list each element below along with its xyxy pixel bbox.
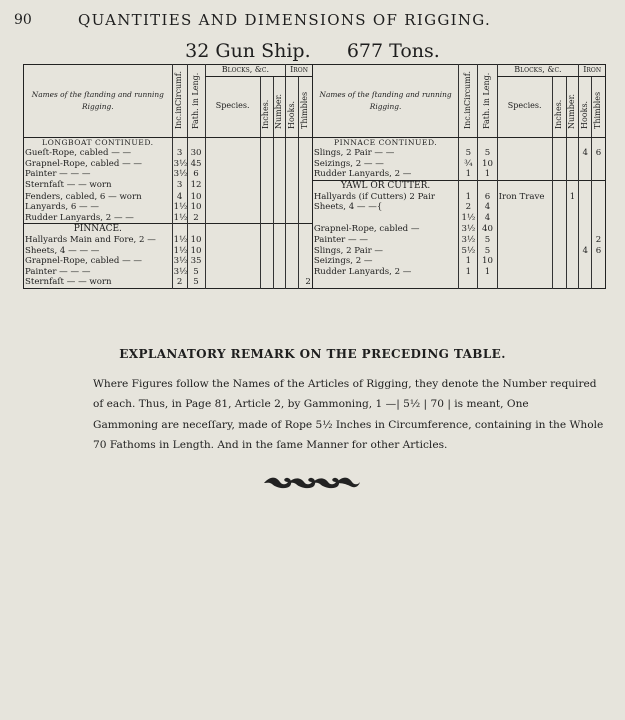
table-row (24, 213, 606, 224)
rigging-species-cell (205, 180, 260, 191)
number-col-header-text: Number. (274, 93, 284, 129)
rigging-species-cell (497, 267, 552, 278)
rigging-species-cell (205, 137, 260, 148)
rigging-fath-cell: 5 (478, 246, 497, 257)
rigging-name-cell (312, 277, 459, 288)
table-row (24, 246, 606, 257)
rigging-hooks-cell (286, 277, 299, 288)
rigging-name-cell: PINNACE. (24, 224, 173, 235)
table-row (24, 267, 606, 278)
rigging-name-cell: Sheets, 4 — —{ (312, 202, 459, 213)
rigging-species-cell (205, 246, 260, 257)
rigging-number-cell (566, 235, 579, 246)
rigging-name-cell: Painter — — — (25, 266, 91, 277)
rigging-circ-cell: 1½ (173, 234, 188, 245)
ornament-divider-icon (262, 474, 362, 490)
rigging-species-cell (205, 235, 260, 246)
thimbles-col-header-right-text: Thimbles (593, 91, 603, 129)
rigging-number-cell (566, 267, 579, 278)
rigging-thimbles-cell (299, 224, 313, 235)
rigging-thimbles-cell: 6 (592, 148, 606, 159)
rigging-species-cell (497, 169, 552, 180)
rigging-fath-cell: 40 (478, 224, 497, 235)
rigging-hooks-cell: 4 (579, 246, 592, 257)
running-title: QUANTITIES AND DIMENSIONS OF RIGGING. (78, 11, 492, 29)
rigging-hooks-cell (286, 213, 299, 224)
rigging-thimbles-cell (299, 256, 313, 267)
rigging-thimbles-cell (592, 224, 606, 235)
rigging-circ-cell: 3½ (173, 158, 188, 169)
table-row (24, 159, 606, 170)
rigging-name-cell: Grapnel-Rope, cabled — (312, 224, 459, 235)
page-number: 90 (14, 12, 32, 28)
rigging-thimbles-cell (592, 267, 606, 278)
inches-col-header-text: Inches. (261, 99, 271, 129)
rigging-fath-cell: 4 (478, 202, 497, 213)
rigging-thimbles-cell (592, 192, 606, 203)
rigging-circ-cell: 3½ (173, 266, 188, 277)
rigging-thimbles-cell (299, 213, 313, 224)
rigging-circ-cell: 5½ (459, 246, 478, 257)
rigging-name-cell: Hallyards (if Cutters) 2 Pair (312, 192, 459, 203)
rigging-circ-cell: 3 (172, 148, 187, 159)
rigging-inches-cell (260, 180, 273, 191)
table-row (24, 148, 606, 159)
rigging-hooks-cell (579, 192, 592, 203)
rigging-inches-cell (260, 159, 273, 170)
rigging-hooks-cell (286, 267, 299, 278)
rigging-circ-cell (459, 180, 478, 191)
rigging-thimbles-cell (592, 159, 606, 170)
rigging-species-cell (497, 224, 552, 235)
rigging-number-cell (273, 224, 286, 235)
rigging-fath-cell: 6 (478, 192, 497, 203)
rigging-number-cell (273, 159, 286, 170)
rigging-thimbles-cell (592, 202, 606, 213)
rigging-inches-cell (552, 256, 566, 267)
rigging-table (23, 64, 606, 289)
rigging-species-cell (497, 277, 552, 288)
rigging-fath-cell: 10 (478, 256, 497, 267)
rigging-number-cell (566, 148, 579, 159)
rigging-name-cell: PINNACE CONTINUED. (312, 137, 459, 148)
circ-col-header-text: Inc.inCircumf. (174, 70, 184, 129)
rigging-number-cell (273, 137, 286, 148)
rigging-name-cell: Sternfaſt — — worn (25, 277, 112, 288)
rigging-inches-cell (260, 202, 273, 213)
rigging-inches-cell (260, 213, 273, 224)
table-header-row-1 (24, 65, 606, 77)
rigging-species-cell (205, 148, 260, 159)
rigging-number-cell (566, 159, 579, 170)
thimbles-col-header (299, 76, 313, 137)
rigging-inches-cell (552, 169, 566, 180)
rigging-circ-cell: 1½ (173, 202, 188, 213)
rigging-thimbles-cell (299, 192, 313, 203)
rigging-circ-cell (172, 224, 187, 235)
rigging-hooks-cell (286, 192, 299, 203)
rigging-name-cell: Grapnel-Rope, cabled — — (25, 158, 142, 169)
rigging-name-cell: Hallyards Main and Fore, 2 — (25, 234, 156, 245)
rigging-circ-cell: 1½ (459, 213, 478, 224)
rigging-name-cell: Sheets, 4 — — — (25, 245, 100, 256)
rigging-circ-cell: 4 (172, 192, 187, 203)
rigging-circ-cell: 2 (459, 202, 478, 213)
rigging-fath-cell (187, 137, 205, 148)
rigging-species-cell (497, 256, 552, 267)
rigging-species-cell (497, 202, 552, 213)
rigging-hooks-cell (286, 148, 299, 159)
rigging-inches-cell (552, 277, 566, 288)
rigging-thimbles-cell (299, 246, 313, 257)
species-col-header-right: Species. (497, 76, 552, 137)
rigging-inches-cell (552, 267, 566, 278)
rigging-inches-cell (260, 169, 273, 180)
rigging-species-cell (205, 277, 260, 288)
table-row (24, 235, 606, 246)
rigging-name-cell: Painter — — (312, 235, 459, 246)
fath-col-header-right-text: Fath. in Leng. (482, 72, 492, 129)
rigging-thimbles-cell (592, 169, 606, 180)
iron-group-header-right: Iron (579, 65, 606, 77)
rigging-thimbles-cell (592, 277, 606, 288)
number-col-header-right-text: Number. (567, 93, 577, 129)
rigging-hooks-cell (286, 180, 299, 191)
table-row (24, 169, 606, 180)
rigging-inches-cell (260, 246, 273, 257)
rigging-number-cell (566, 277, 579, 288)
rigging-number-cell (273, 267, 286, 278)
rigging-fath-cell: 5 (478, 148, 497, 159)
rigging-name-cell: Rudder Lanyards, 2 — (312, 169, 459, 180)
ship-title: 32 Gun Ship. 677 Tons. (185, 40, 440, 62)
rigging-thimbles-cell: 2 (592, 235, 606, 246)
rigging-name-cell: Painter — — — (25, 169, 91, 180)
table-row (24, 224, 606, 235)
rigging-species-cell (205, 202, 260, 213)
rigging-fath-cell: 10 (187, 246, 205, 257)
rigging-species-cell (205, 224, 260, 235)
rigging-species-cell (497, 148, 552, 159)
rigging-circ-cell (172, 137, 187, 148)
hooks-col-header-right (579, 76, 592, 137)
rigging-hooks-cell (286, 235, 299, 246)
remark-line: 70 Fathoms in Length. And in the ſame Manner for other Articles. (93, 439, 448, 452)
rigging-name-cell: Slings, 2 Pair — (312, 246, 459, 257)
rigging-circ-cell: 5 (459, 148, 478, 159)
rigging-thimbles-cell (299, 169, 313, 180)
rigging-species-cell (497, 246, 552, 257)
rigging-species-cell (497, 180, 552, 191)
inches-col-header-right-text: Inches. (553, 99, 563, 129)
rigging-inches-cell (260, 235, 273, 246)
trailing-mark: 2 (305, 277, 311, 288)
rigging-inches-cell (260, 137, 273, 148)
rigging-hooks-cell (286, 137, 299, 148)
rigging-name-cell: Seizings, 2 — (312, 256, 459, 267)
rigging-fath-cell: 5 (187, 267, 205, 278)
rigging-name-cell: YAWL OR CUTTER. (312, 180, 459, 191)
rigging-number-cell (566, 137, 579, 148)
rigging-circ-cell: 3½ (173, 169, 188, 180)
rigging-species-cell (205, 159, 260, 170)
rigging-thimbles-cell: 6 (592, 246, 606, 257)
rigging-hooks-cell (579, 277, 592, 288)
rigging-fath-cell (478, 180, 497, 191)
rigging-name-cell: Gueſt-Rope, cabled — — (25, 148, 132, 159)
rigging-number-cell (566, 202, 579, 213)
rigging-name-cell: LONGBOAT CONTINUED. (42, 137, 154, 147)
rigging-hooks-cell (579, 256, 592, 267)
rigging-thimbles-cell (592, 256, 606, 267)
rigging-fath-cell: 10 (187, 202, 205, 213)
rigging-species-cell (205, 256, 260, 267)
rigging-species-cell (205, 213, 260, 224)
rigging-thimbles-cell (299, 202, 313, 213)
rigging-inches-cell (260, 277, 273, 288)
remark-line: of each. Thus, in Page 81, Article 2, by Gammoning, 1 —| 5½ | 70 | is meant, One (93, 398, 529, 411)
rigging-thimbles-cell (592, 180, 606, 191)
rigging-fath-cell: 4 (478, 213, 497, 224)
names-col-header: Names of the ſtanding and running Rigging. (24, 65, 173, 138)
rigging-number-cell (273, 246, 286, 257)
rigging-species-cell (205, 169, 260, 180)
rigging-fath-cell: 1 (478, 267, 497, 278)
rigging-species-cell (497, 213, 552, 224)
fath-col-header (187, 65, 205, 138)
rigging-circ-cell: 3½ (173, 256, 188, 267)
rigging-fath-cell: 5 (187, 277, 205, 288)
rigging-hooks-cell (286, 224, 299, 235)
rigging-fath-cell: 10 (478, 159, 497, 170)
rigging-species-cell (497, 235, 552, 246)
hooks-col-header-right-text: Hooks. (579, 100, 589, 129)
rigging-hooks-cell (579, 159, 592, 170)
rigging-name-cell: Slings, 2 Pair — — (312, 148, 459, 159)
rigging-circ-cell: 1 (459, 256, 478, 267)
rigging-circ-cell: 1½ (173, 212, 188, 223)
rigging-hooks-cell (286, 159, 299, 170)
rigging-circ-cell: 3½ (459, 224, 478, 235)
rigging-thimbles-cell (299, 277, 313, 288)
rigging-name-cell: Seizings, 2 — — (312, 159, 459, 170)
rigging-thimbles-cell (592, 213, 606, 224)
table-row (24, 277, 606, 288)
rigging-circ-cell: 3½ (459, 235, 478, 246)
rigging-inches-cell (260, 267, 273, 278)
rigging-inches-cell (552, 159, 566, 170)
species-col-header: Species. (205, 76, 260, 137)
rigging-name-cell (312, 213, 459, 224)
rigging-fath-cell (478, 137, 497, 148)
thimbles-col-header-text: Thimbles (300, 91, 310, 129)
rigging-thimbles-cell (299, 137, 313, 148)
rigging-circ-cell: 2 (172, 277, 187, 288)
rigging-hooks-cell (286, 246, 299, 257)
thimbles-col-header-right (592, 76, 606, 137)
rigging-thimbles-cell (299, 180, 313, 191)
rigging-number-cell (273, 148, 286, 159)
rigging-inches-cell (552, 180, 566, 191)
rigging-fath-cell: 5 (478, 235, 497, 246)
rigging-hooks-cell (286, 169, 299, 180)
rigging-inches-cell (552, 137, 566, 148)
rigging-inches-cell (552, 224, 566, 235)
rigging-number-cell (566, 213, 579, 224)
rigging-name-cell: Rudder Lanyards, 2 — (312, 267, 459, 278)
hooks-col-header-text: Hooks. (286, 100, 296, 129)
rigging-name-cell: Lanyards, 6 — — (25, 202, 99, 213)
rigging-inches-cell (260, 256, 273, 267)
table-row (24, 180, 606, 191)
rigging-species-cell: Iron Trave (497, 192, 552, 203)
remark-line: Gammoning are neceſſary, made of Rope 5½ Inches in Circumference, containing in the Whole (93, 418, 604, 431)
rigging-fath-cell: 35 (187, 256, 205, 267)
rigging-number-cell (273, 277, 286, 288)
rigging-fath-cell: 30 (187, 148, 205, 159)
rigging-number-cell (566, 169, 579, 180)
rigging-circ-cell: ¾ (459, 159, 478, 170)
rigging-number-cell (273, 169, 286, 180)
rigging-number-cell (273, 256, 286, 267)
rigging-name-cell: Sternfaſt — — worn (25, 180, 112, 191)
rigging-inches-cell (552, 235, 566, 246)
blocks-group-header: Blocks, &c. (205, 65, 286, 77)
rigging-thimbles-cell (299, 148, 313, 159)
rigging-circ-cell (459, 137, 478, 148)
rigging-inches-cell (260, 148, 273, 159)
rigging-circ-cell: 1 (459, 169, 478, 180)
rigging-fath-cell: 1 (478, 169, 497, 180)
rigging-name-cell: Grapnel-Rope, cabled — — (25, 256, 142, 267)
remark-line: Where Figures follow the Names of the Articles of Rigging, they denote the Number required (93, 378, 597, 390)
rigging-name-cell: Fenders, cabled, 6 — worn (25, 191, 142, 202)
rigging-circ-cell (459, 277, 478, 288)
rigging-table-body (24, 137, 606, 288)
blocks-group-header-right: Blocks, &c. (497, 65, 579, 77)
rigging-inches-cell (552, 148, 566, 159)
rigging-circ-cell: 3 (172, 180, 187, 191)
rigging-inches-cell (552, 202, 566, 213)
rigging-fath-cell: 6 (187, 169, 205, 180)
remark-title: EXPLANATORY REMARK ON THE PRECEDING TABLE. (119, 347, 506, 361)
rigging-hooks-cell (579, 224, 592, 235)
rigging-hooks-cell (579, 180, 592, 191)
rigging-species-cell (205, 192, 260, 203)
rigging-thimbles-cell (299, 235, 313, 246)
hooks-col-header (286, 76, 299, 137)
rigging-inches-cell (552, 192, 566, 203)
rigging-fath-cell (478, 277, 497, 288)
rigging-inches-cell (552, 246, 566, 257)
rigging-number-cell (566, 180, 579, 191)
remark-paragraph (93, 374, 604, 456)
rigging-inches-cell (260, 192, 273, 203)
rigging-species-cell (205, 267, 260, 278)
rigging-number-cell (566, 246, 579, 257)
inches-col-header (260, 76, 273, 137)
rigging-thimbles-cell (299, 159, 313, 170)
circ-col-header (172, 65, 187, 138)
rigging-fath-cell: 45 (187, 159, 205, 170)
rigging-thimbles-cell (592, 137, 606, 148)
rigging-inches-cell (552, 213, 566, 224)
rigging-number-cell (566, 224, 579, 235)
inches-col-header-right (552, 76, 566, 137)
rigging-fath-cell: 2 (187, 213, 205, 224)
rigging-number-cell (273, 202, 286, 213)
rigging-inches-cell (260, 224, 273, 235)
rigging-fath-cell: 10 (187, 235, 205, 246)
table-row (24, 137, 606, 148)
fath-col-header-right (478, 65, 497, 138)
circ-col-header-right (459, 65, 478, 138)
rigging-hooks-cell (579, 213, 592, 224)
rigging-hooks-cell (579, 267, 592, 278)
fath-col-header-text: Fath. in Leng. (190, 72, 200, 129)
rigging-hooks-cell (579, 137, 592, 148)
rigging-thimbles-cell (299, 267, 313, 278)
rigging-circ-cell: 1 (459, 192, 478, 203)
table-row (24, 192, 606, 203)
rigging-circ-cell: 1 (459, 267, 478, 278)
rigging-hooks-cell: 4 (579, 148, 592, 159)
names-col-header-right: Names of the ſtanding and running Rigging. (312, 65, 459, 138)
rigging-species-cell (497, 159, 552, 170)
rigging-number-cell (273, 180, 286, 191)
rigging-number-cell (273, 235, 286, 246)
rigging-fath-cell (187, 224, 205, 235)
rigging-hooks-cell (286, 202, 299, 213)
rigging-circ-cell: 1½ (173, 245, 188, 256)
rigging-hooks-cell (579, 202, 592, 213)
table-row (24, 202, 606, 213)
number-col-header (273, 76, 286, 137)
rigging-hooks-cell (579, 235, 592, 246)
number-col-header-right (566, 76, 579, 137)
rigging-number-cell (566, 256, 579, 267)
rigging-fath-cell: 12 (187, 180, 205, 191)
rigging-hooks-cell (579, 169, 592, 180)
rigging-hooks-cell (286, 256, 299, 267)
rigging-name-cell: Rudder Lanyards, 2 — — (25, 212, 134, 223)
iron-group-header: Iron (286, 65, 313, 77)
rigging-species-cell (497, 137, 552, 148)
rigging-number-cell (273, 192, 286, 203)
rigging-fath-cell: 10 (187, 192, 205, 203)
rigging-number-cell (273, 213, 286, 224)
circ-col-header-right-text: Inc.inCircumf. (463, 70, 473, 129)
table-row (24, 256, 606, 267)
rigging-number-cell: 1 (566, 192, 579, 203)
